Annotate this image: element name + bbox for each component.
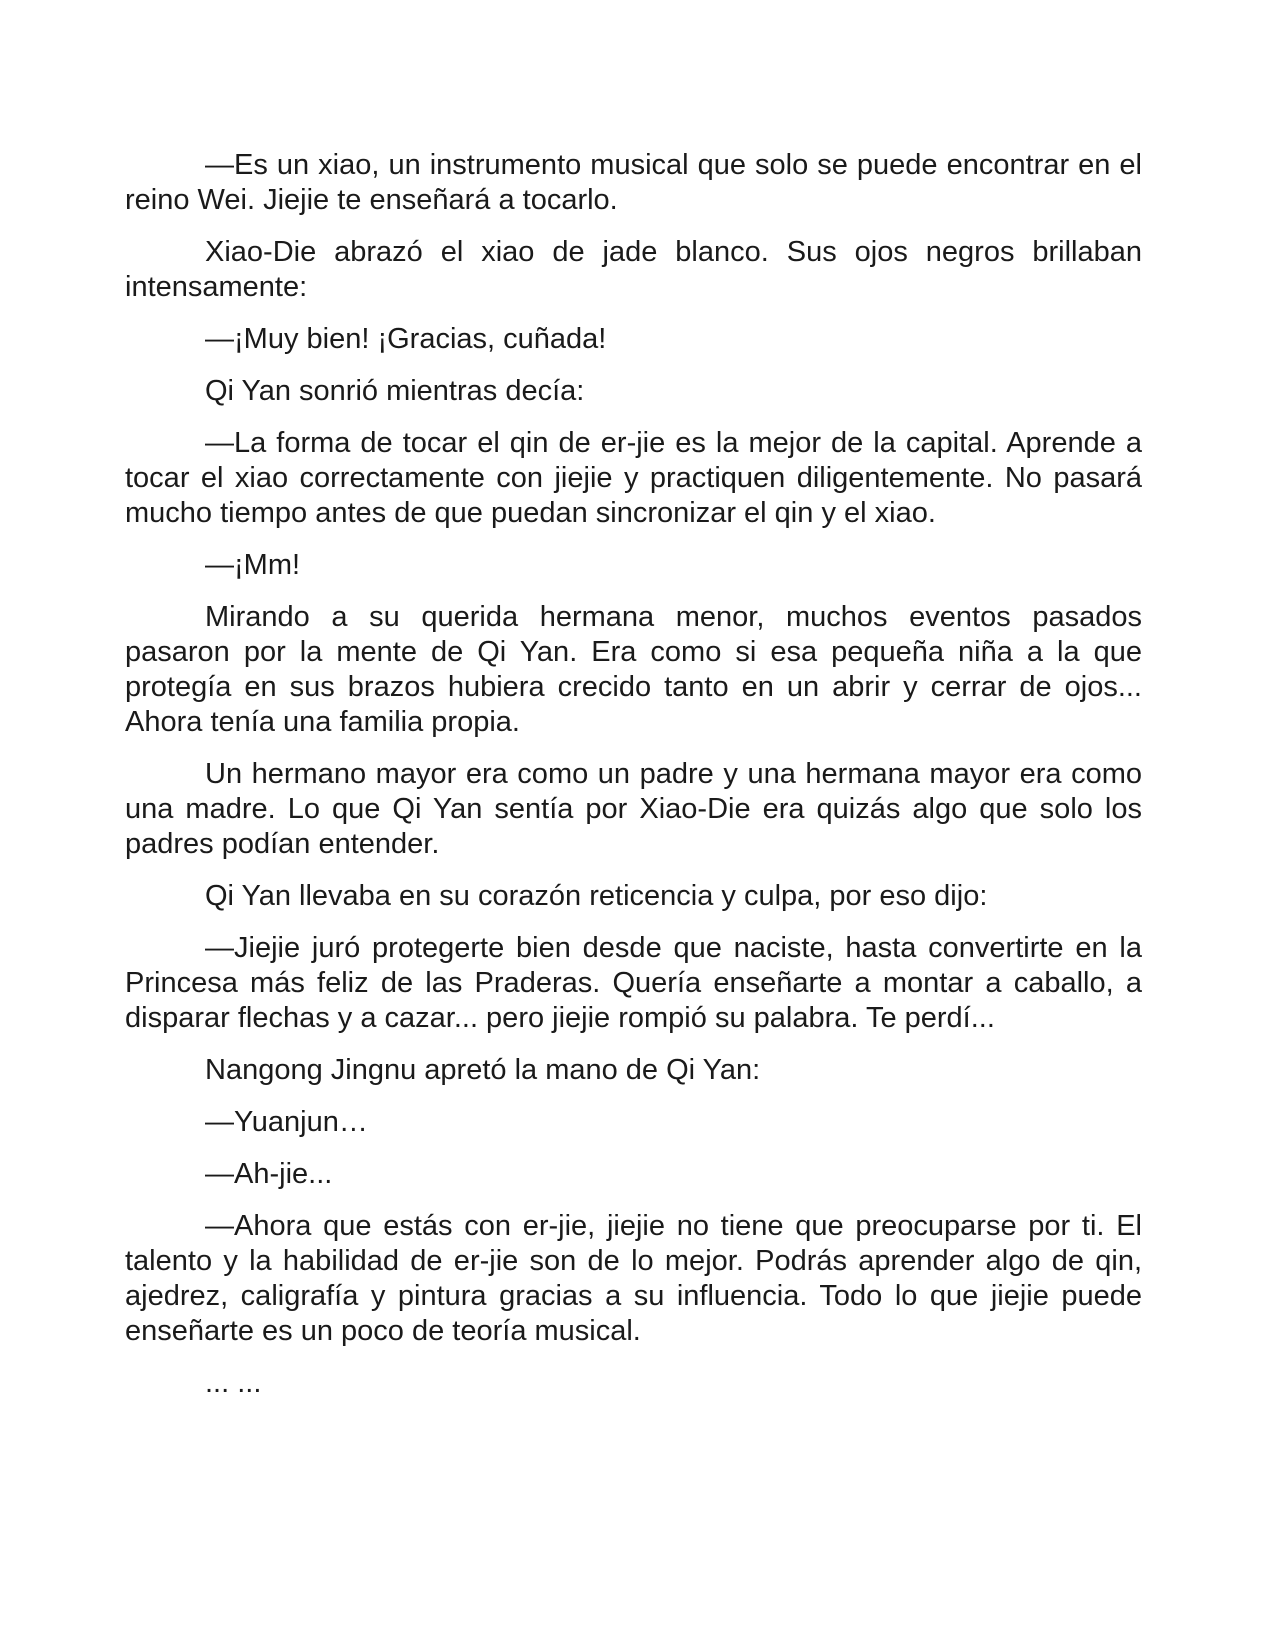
paragraph: Nangong Jingnu apretó la mano de Qi Yan: <box>205 1054 761 1086</box>
paragraph: —Es un xiao, un instrumento musical que solo se puede encontrar en el reino Wei. Jiejie te enseñará a tocarlo. <box>125 149 1142 216</box>
paragraph: —Ah-jie... <box>205 1158 333 1190</box>
paragraph: ... ... <box>205 1367 262 1399</box>
paragraph: —Jiejie juró protegerte bien desde que naciste, hasta convertirte en la Princesa más feliz de las Praderas. Quería enseñarte a montar a caballo, a disparar flechas y a cazar... pero jiejie rompió su palabra. Te perdí... <box>125 932 1142 1034</box>
paragraph: —¡Mm! <box>205 549 301 581</box>
paragraph: —Yuanjun… <box>205 1106 368 1138</box>
paragraph: Qi Yan llevaba en su corazón reticencia y culpa, por eso dijo: <box>205 880 988 912</box>
paragraph: —Ahora que estás con er-jie, jiejie no tiene que preocuparse por ti. El talento y la habilidad de er-jie son de lo mejor. Podrás aprender algo de qin, ajedrez, caligrafía y pintura gracias a su influencia. Todo lo que jiejie puede enseñarte es un poco de teoría musical. <box>125 1210 1142 1347</box>
body-text <box>125 148 1142 1418</box>
paragraph: Un hermano mayor era como un padre y una hermana mayor era como una madre. Lo que Qi Yan sentía por Xiao-Die era quizás algo que solo los padres podían entender. <box>125 758 1142 860</box>
paragraph: —La forma de tocar el qin de er-jie es la mejor de la capital. Aprende a tocar el xiao correctamente con jiejie y practiquen diligentemente. No pasará mucho tiempo antes de que puedan sincronizar el qin y el xiao. <box>125 427 1142 529</box>
paragraph: Mirando a su querida hermana menor, muchos eventos pasados pasaron por la mente de Qi Yan. Era como si esa pequeña niña a la que protegía en sus brazos hubiera crecido tanto en un abrir y cerrar de ojos... Ahora tenía una familia propia. <box>125 601 1142 738</box>
paragraph: Xiao-Die abrazó el xiao de jade blanco. Sus ojos negros brillaban intensamente: <box>125 236 1142 303</box>
paragraph: —¡Muy bien! ¡Gracias, cuñada! <box>205 323 607 355</box>
paragraph: Qi Yan sonrió mientras decía: <box>205 375 585 407</box>
